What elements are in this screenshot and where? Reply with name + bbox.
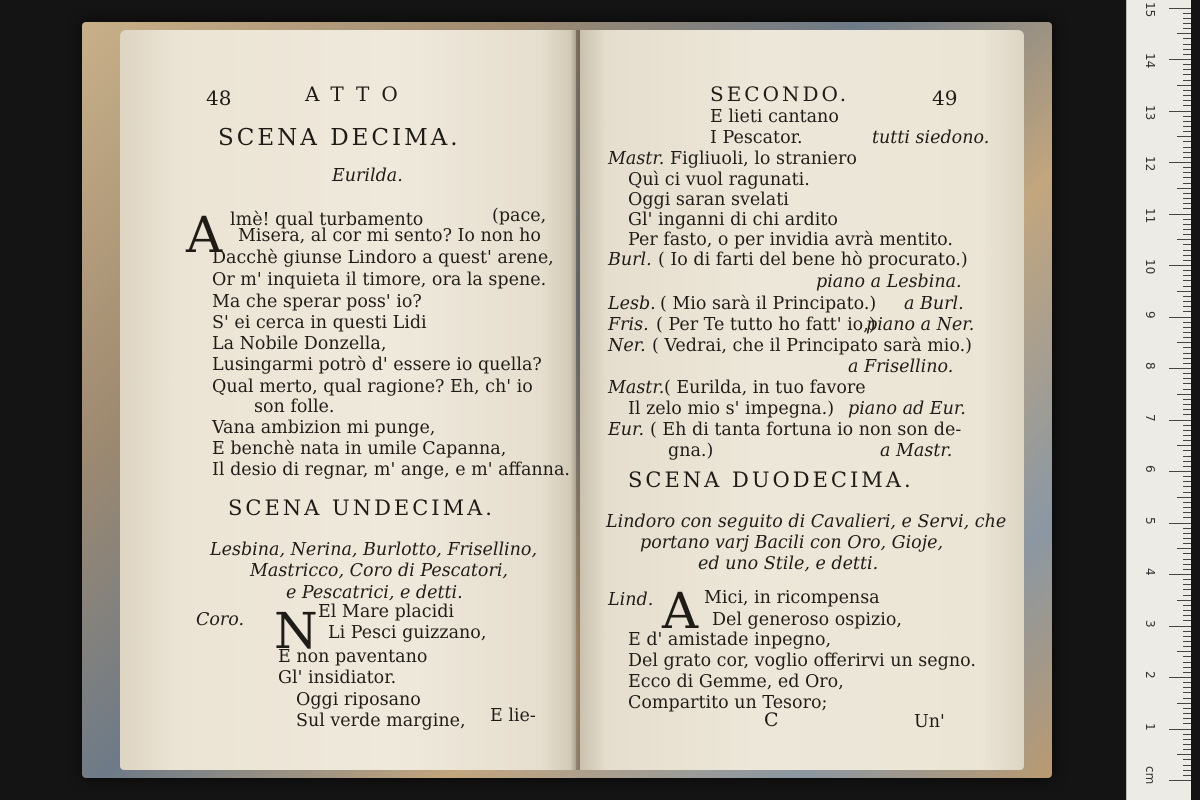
ruler-tick (1183, 198, 1191, 199)
ruler-tick (1183, 28, 1191, 29)
ruler-tick (1177, 445, 1191, 446)
ruler-tick (1183, 692, 1191, 693)
verse-line: ( Eh di tanta fortuna io non son de- (650, 420, 962, 440)
ruler-tick (1183, 234, 1191, 235)
verse-line: Del generoso ospizio, (712, 610, 902, 630)
ruler-unit: cm (1143, 766, 1157, 785)
ruler-tick (1183, 517, 1191, 518)
verse-line: Figliuoli, lo straniero (670, 149, 857, 169)
ruler-tick (1183, 708, 1191, 709)
ruler-tick (1177, 703, 1191, 704)
ruler-tick (1183, 152, 1191, 153)
ruler-tick (1177, 85, 1191, 86)
stage-direction: piano a Ner. (866, 315, 975, 335)
scene-title-decima: SCENA DECIMA. (218, 125, 461, 151)
ruler-tick (1169, 626, 1191, 627)
ruler-tick (1183, 332, 1191, 333)
page-number-left: 48 (206, 86, 232, 110)
verse-line: ( Eurilda, in tuo favore (664, 378, 866, 398)
chorus-line: Li Pesci guizzano, (328, 623, 487, 643)
ruler-tick (1177, 394, 1191, 395)
speaker-label: Eur. (608, 420, 645, 440)
stage-direction: piano ad Eur. (848, 399, 966, 419)
ruler-tick (1183, 553, 1191, 554)
ruler-tick (1183, 95, 1191, 96)
ruler-tick (1183, 770, 1191, 771)
ruler-tick (1183, 605, 1191, 606)
ruler-tick (1183, 116, 1191, 117)
ruler-tick (1183, 23, 1191, 24)
ruler-tick (1183, 667, 1191, 668)
ruler-tick (1177, 754, 1191, 755)
ruler-tick (1183, 193, 1191, 194)
ruler-tick (1177, 188, 1191, 189)
ruler-tick (1177, 651, 1191, 652)
ruler-tick (1183, 615, 1191, 616)
ruler-tick (1183, 13, 1191, 14)
ruler-number: 15 (1143, 1, 1157, 17)
ruler-tick (1183, 157, 1191, 158)
ruler-tick (1183, 559, 1191, 560)
verse-line: Quì ci vuol ragunati. (628, 170, 810, 190)
ruler-tick (1183, 507, 1191, 508)
ruler-tick (1183, 172, 1191, 173)
ruler-tick (1169, 780, 1191, 781)
ruler-tick (1183, 620, 1191, 621)
ruler-tick (1183, 656, 1191, 657)
ruler-tick (1183, 250, 1191, 251)
left-page (120, 30, 576, 770)
ruler-tick (1183, 54, 1191, 55)
drop-cap-n: N (274, 602, 318, 660)
verse-line: E d' amistade inpegno, (628, 630, 832, 650)
catchword-left: E lie- (490, 706, 536, 726)
chorus-line: El Mare placidi (318, 602, 455, 622)
ruler-tick (1183, 337, 1191, 338)
speaker-label: Lind. (608, 590, 654, 610)
ruler-tick (1183, 286, 1191, 287)
ruler-tick (1183, 440, 1191, 441)
ruler-tick (1183, 389, 1191, 390)
ruler-tick (1183, 126, 1191, 127)
ruler-tick (1177, 548, 1191, 549)
ruler-tick (1183, 533, 1191, 534)
running-head-right: SECONDO. (710, 82, 850, 106)
ruler-tick (1169, 523, 1191, 524)
ruler-tick (1183, 481, 1191, 482)
ruler-tick (1183, 399, 1191, 400)
stage-direction-line: ed uno Stile, e detti. (698, 554, 879, 574)
ruler-tick (1183, 64, 1191, 65)
stage-direction: a Frisellino. (848, 357, 954, 377)
ruler-number: 6 (1143, 465, 1157, 473)
ruler-number: 5 (1143, 516, 1157, 525)
stage-direction: tutti siedono. (872, 128, 990, 148)
ruler-tick (1183, 584, 1191, 585)
verse-line: Ecco di Gemme, ed Oro, (628, 672, 844, 692)
speaker-label: Burl. (608, 250, 652, 270)
verse-line: Vana ambizion mi punge, (212, 418, 436, 438)
ruler-tick (1183, 183, 1191, 184)
speaker-label: Lesb. (608, 294, 656, 314)
ruler-tick (1183, 749, 1191, 750)
ruler-tick (1183, 383, 1191, 384)
verse-line: Il desio di regnar, m' ange, e m' affanna. (212, 460, 570, 480)
ruler-tick (1169, 162, 1191, 163)
cast-list-line: Lesbina, Nerina, Burlotto, Frisellino, (210, 540, 538, 560)
ruler-tick (1183, 244, 1191, 245)
ruler-tick (1183, 687, 1191, 688)
ruler-tick (1169, 729, 1191, 730)
ruler-tick (1183, 744, 1191, 745)
chorus-line: Oggi riposano (296, 690, 421, 710)
ruler-tick (1183, 327, 1191, 328)
speaker-label: Mastr. (608, 378, 665, 398)
ruler-tick (1183, 177, 1191, 178)
ruler-tick (1183, 229, 1191, 230)
ruler-number: 2 (1143, 671, 1157, 679)
ruler-tick (1183, 49, 1191, 50)
ruler-tick (1183, 502, 1191, 503)
ruler-tick (1183, 69, 1191, 70)
ruler-tick (1183, 414, 1191, 415)
ruler-tick (1183, 450, 1191, 451)
ruler-tick (1183, 734, 1191, 735)
ruler-tick (1183, 224, 1191, 225)
verse-line: I Pescator. (710, 128, 803, 148)
ruler-tick (1183, 280, 1191, 281)
ruler-number: 10 (1143, 259, 1157, 275)
verse-line: ( Vedrai, che il Principato sarà mio.) (652, 336, 973, 356)
ruler-tick (1183, 698, 1191, 699)
ruler-tick (1183, 208, 1191, 209)
verse-line: son folle. (254, 397, 335, 417)
ruler-tick (1183, 486, 1191, 487)
chorus-line: Sul verde margine, (296, 711, 466, 731)
verse-line: Misera, al cor mi sento? Io non ho (238, 226, 541, 246)
ruler-tick (1169, 420, 1191, 421)
ruler-tick (1183, 404, 1191, 405)
ruler-tick (1183, 538, 1191, 539)
verse-line: ( Mio sarà il Principato.) (660, 294, 877, 314)
ruler-tick (1183, 121, 1191, 122)
speaker-label: Ner. (608, 336, 646, 356)
ruler-tick (1177, 497, 1191, 498)
ruler-tick (1169, 214, 1191, 215)
ruler-tick (1183, 636, 1191, 637)
verse-line: Or m' inquieta il timore, ora la spene. (212, 270, 547, 290)
ruler-tick (1183, 528, 1191, 529)
running-head-left: ATTO (305, 82, 410, 106)
ruler-tick (1183, 147, 1191, 148)
ruler-number: 4 (1143, 568, 1157, 576)
ruler-tick (1183, 353, 1191, 354)
ruler-tick (1177, 33, 1191, 34)
ruler-tick (1177, 136, 1191, 137)
ruler-tick (1183, 270, 1191, 271)
ruler-tick (1183, 296, 1191, 297)
ruler-tick (1183, 44, 1191, 45)
ruler-number: 14 (1143, 53, 1157, 69)
ruler-tick (1183, 543, 1191, 544)
ruler-tick (1183, 589, 1191, 590)
scene-title-undecima: SCENA UNDECIMA. (228, 496, 495, 520)
ruler-tick (1183, 167, 1191, 168)
ruler-tick (1183, 579, 1191, 580)
ruler-tick (1183, 775, 1191, 776)
ruler-tick (1169, 471, 1191, 472)
ruler-tick (1183, 662, 1191, 663)
verse-line: gna.) (668, 441, 714, 461)
ruler-tick (1183, 131, 1191, 132)
ruler-tick (1183, 409, 1191, 410)
ruler-tick (1183, 255, 1191, 256)
drop-cap-a: A (186, 206, 223, 264)
signature-mark: C (764, 709, 779, 731)
verse-line: Compartito un Tesoro; (628, 693, 828, 713)
ruler-tick (1183, 492, 1191, 493)
verse-line: Del grato cor, voglio offerirvi un segno. (628, 651, 976, 671)
ruler-tick (1183, 141, 1191, 142)
ruler-tick (1183, 100, 1191, 101)
ruler-tick (1183, 569, 1191, 570)
verse-line: Per fasto, o per invidia avrà mentito. (628, 230, 953, 250)
ruler-tick (1183, 80, 1191, 81)
scene-title-duodecima: SCENA DUODECIMA. (628, 468, 914, 492)
ruler-number: 8 (1143, 362, 1157, 370)
ruler-tick (1183, 311, 1191, 312)
chorus-line: E non paventano (278, 647, 428, 667)
cast-list-line: Mastricco, Coro di Pescatori, (250, 561, 508, 581)
ruler-tick (1177, 291, 1191, 292)
verse-line: Gl' inganni di chi ardito (628, 210, 838, 230)
ruler-tick (1183, 74, 1191, 75)
ruler-tick (1183, 672, 1191, 673)
ruler-tick (1183, 373, 1191, 374)
verse-line: Ma che sperar poss' io? (212, 292, 422, 312)
ruler-number: 11 (1143, 207, 1157, 223)
stage-direction: a Mastr. (880, 441, 953, 461)
ruler-tick (1169, 111, 1191, 112)
ruler-tick (1169, 265, 1191, 266)
ruler-tick (1183, 425, 1191, 426)
ruler-tick (1169, 574, 1191, 575)
ruler-tick (1183, 275, 1191, 276)
drop-cap-a: A (662, 582, 699, 640)
ruler-number: 12 (1143, 156, 1157, 172)
ruler-tick (1183, 260, 1191, 261)
ruler-tick (1183, 723, 1191, 724)
ruler-tick (1183, 322, 1191, 323)
ruler-tick (1183, 595, 1191, 596)
verse-line: (pace, (492, 206, 547, 226)
ruler-tick (1183, 105, 1191, 106)
ruler-tick (1183, 512, 1191, 513)
ruler-tick (1183, 456, 1191, 457)
verse-line: Lusingarmi potrò d' essere io quella? (212, 355, 542, 375)
ruler-tick (1183, 466, 1191, 467)
ruler-tick (1183, 610, 1191, 611)
ruler-tick (1183, 641, 1191, 642)
verse-line: lmè! qual turbamento (230, 210, 424, 230)
right-page (580, 30, 1024, 770)
verse-line: Il zelo mio s' impegna.) (628, 399, 835, 419)
ruler-tick (1183, 38, 1191, 39)
ruler-tick (1183, 564, 1191, 565)
ruler-number: 1 (1143, 722, 1157, 731)
verse-line: Qual merto, qual ragione? Eh, ch' io (212, 377, 533, 397)
ruler-number: 3 (1143, 619, 1157, 628)
ruler-tick (1177, 342, 1191, 343)
ruler-tick (1169, 59, 1191, 60)
ruler-number: 9 (1143, 310, 1157, 319)
ruler-tick (1183, 739, 1191, 740)
speaker-eurilda: Eurilda. (332, 166, 403, 186)
verse-line: E lieti cantano (710, 107, 839, 127)
stage-direction: piano a Lesbina. (816, 272, 962, 292)
ruler-tick (1169, 677, 1191, 678)
ruler-tick (1183, 378, 1191, 379)
stage-direction-line: Lindoro con seguito di Cavalieri, e Servi, che (606, 512, 1007, 532)
chorus-line: Gl' insidiator. (278, 668, 397, 688)
ruler-tick (1169, 368, 1191, 369)
ruler-tick (1183, 219, 1191, 220)
stage-direction-line: portano varj Bacili con Oro, Gioje, (640, 533, 944, 553)
ruler-tick (1183, 713, 1191, 714)
ruler-tick (1183, 358, 1191, 359)
verse-line: La Nobile Donzella, (212, 334, 387, 354)
verse-line: E benchè nata in umile Capanna, (212, 439, 507, 459)
ruler-tick (1183, 435, 1191, 436)
ruler-tick (1183, 90, 1191, 91)
ruler-tick (1183, 476, 1191, 477)
verse-line: ( Per Te tutto ho fatt' io,) (656, 315, 876, 335)
ruler-tick (1183, 718, 1191, 719)
cast-list-line: e Pescatrici, e detti. (286, 583, 463, 603)
ruler-tick (1177, 239, 1191, 240)
stage-direction: a Burl. (904, 294, 964, 314)
ruler-tick (1183, 301, 1191, 302)
verse-line: Dacchè giunse Lindoro a quest' arene, (212, 248, 554, 268)
verse-line: S' ei cerca in questi Lidi (212, 313, 427, 333)
verse-line: Oggi saran svelati (628, 190, 789, 210)
ruler-tick (1183, 347, 1191, 348)
ruler-tick (1183, 306, 1191, 307)
ruler-tick (1183, 759, 1191, 760)
ruler-tick (1169, 317, 1191, 318)
verse-line: Mici, in ricompensa (704, 588, 880, 608)
ruler-tick (1183, 631, 1191, 632)
page-number-right: 49 (932, 86, 958, 110)
ruler-tick (1183, 18, 1191, 19)
ruler-number: 7 (1143, 413, 1157, 422)
ruler-tick (1183, 430, 1191, 431)
ruler-tick (1169, 8, 1191, 9)
ruler-number: 13 (1143, 104, 1157, 120)
ruler-tick (1183, 203, 1191, 204)
ruler-tick (1183, 461, 1191, 462)
ruler-tick (1183, 765, 1191, 766)
measuring-ruler (1126, 0, 1191, 800)
verse-line: ( Io di farti del bene hò procurato.) (658, 250, 968, 270)
ruler-tick (1177, 600, 1191, 601)
ruler-tick (1183, 646, 1191, 647)
ruler-tick (1183, 363, 1191, 364)
speaker-label: Mastr. (608, 149, 665, 169)
speaker-coro: Coro. (196, 610, 245, 630)
catchword-right: Un' (914, 712, 945, 732)
speaker-label: Fris. (608, 315, 649, 335)
ruler-tick (1183, 682, 1191, 683)
